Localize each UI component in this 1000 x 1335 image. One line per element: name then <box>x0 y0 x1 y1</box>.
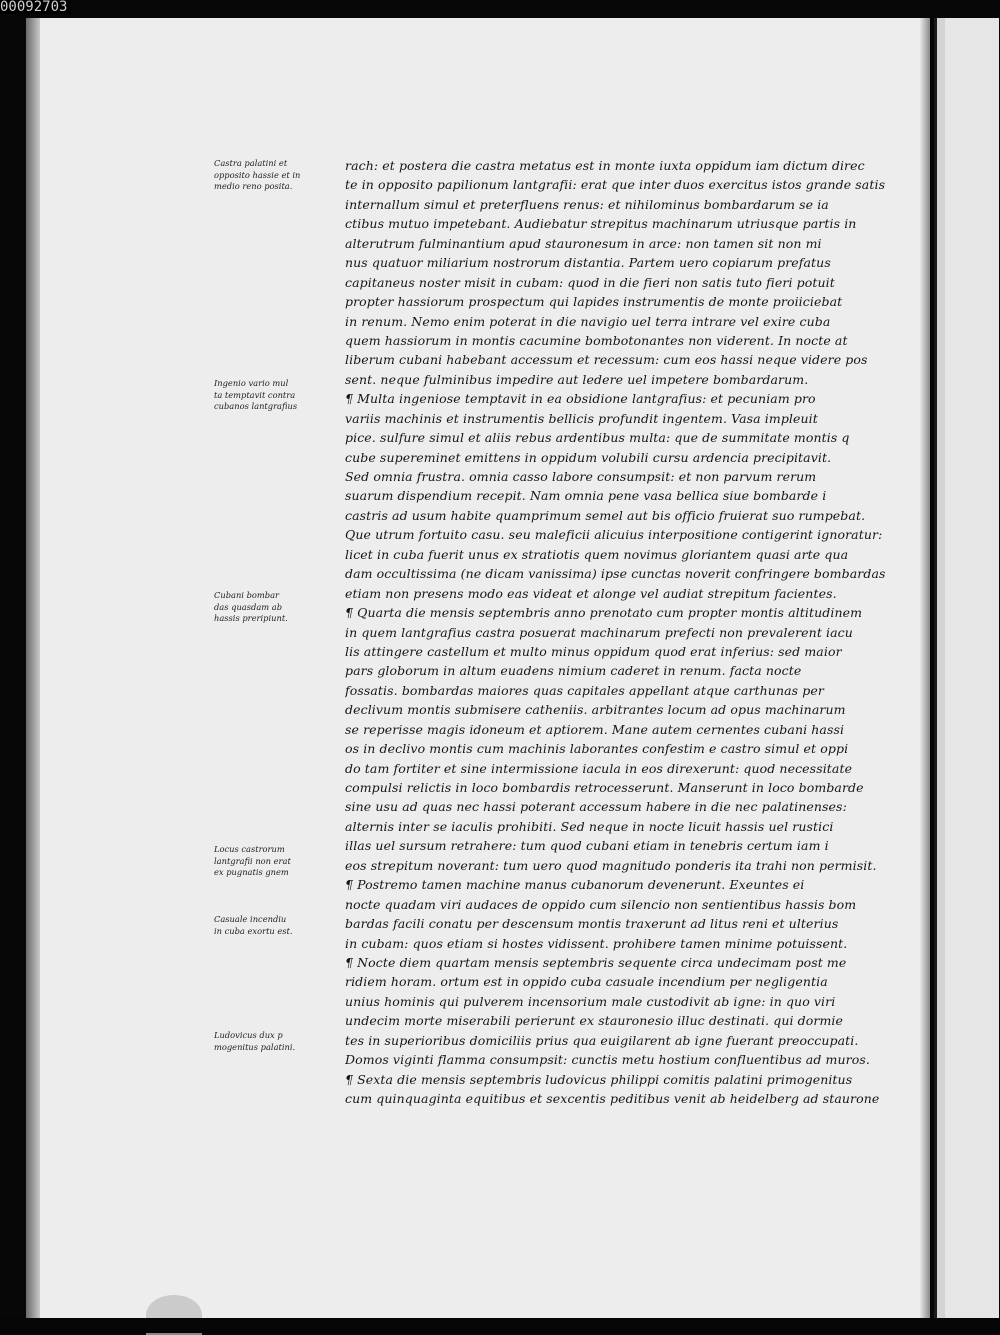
main-text-block <box>345 156 897 1108</box>
text-line: dam occultissima (ne dicam vanissima) ipse cunctas noverit confringere bombardas <box>345 566 886 582</box>
margin-note-line: ex pugnatis gnem <box>214 867 289 877</box>
text-line: ridiem horam. ortum est in oppido cuba casuale incendium per negligentia <box>345 974 828 990</box>
margin-note-line: mogenitus palatini. <box>214 1041 296 1052</box>
text-line: alterutrum fulminantium apud stauronesum in arce: non tamen sit non mi <box>345 235 822 251</box>
margin-note-cubani <box>214 590 330 625</box>
text-line: lis attingere castellum et multo minus oppidum quod erat inferius: sed maior <box>345 643 842 659</box>
text-line: cube supereminet emittens in oppidum volubili cursu ardencia precipitavit. <box>345 449 832 465</box>
text-line: nus quatuor miliarium nostrorum distantia. Partem uero copiarum prefatus <box>345 255 831 271</box>
margin-note-line: cubanos lantgrafius <box>214 401 298 411</box>
margin-note-line: lantgrafii non erat <box>214 855 291 866</box>
margin-note-castra <box>214 158 330 193</box>
page-edge-shadow <box>920 18 930 1318</box>
manuscript-page <box>26 18 930 1318</box>
text-line: Domos viginti flamma consumpsit: cunctis metu hostium confluentibus ad muros. <box>345 1052 870 1068</box>
text-line: castris ad usum habite quamprimum semel aut bis officio fruierat suo rumpebat. <box>345 507 866 523</box>
text-line: suarum dispendium recepit. Nam omnia pene vasa bellica siue bombarde i <box>345 488 827 504</box>
text-line: tes in superioribus domiciliis prius qua euigilarent ab igne fuerant preoccupati. <box>345 1032 859 1048</box>
text-line: compulsi relictis in loco bombardis retrocesserunt. Manserunt in loco bombarde <box>345 780 864 795</box>
text-line: internallum simul et preterfluens renus: et nihilominus bombardarum se ia <box>345 196 829 212</box>
text-line: alternis inter se iaculis prohibiti. Sed neque in nocte licuit hassis uel rustici <box>345 818 834 834</box>
margin-note-ludovicus <box>214 1030 330 1053</box>
text-line: pars globorum in altum euadens nimium caderet in renum. facta nocte <box>345 663 802 679</box>
text-line: pice. sulfure simul et aliis rebus ardentibus multa: que de summitate montis q <box>345 430 850 446</box>
text-line: etiam non presens modo eas videat et alonge vel audiat strepitum facientes. <box>345 585 837 601</box>
margin-note-ingenio <box>214 378 330 413</box>
text-line: in renum. Nemo enim poterat in die navigio uel terra intrare vel exire cuba <box>345 313 831 329</box>
margin-note-line: Ingenio vario mul <box>214 378 289 388</box>
text-line: licet in cuba fuerit unus ex stratiotis quem novimus gloriantem quasi arte qua <box>345 546 849 562</box>
text-line: in quem lantgrafius castra posuerat machinarum prefecti non prevalerent iacu <box>345 624 853 640</box>
text-line: te in opposito papilionum lantgrafii: erat que inter duos exercitus istos grande satis <box>345 177 886 193</box>
text-line: unius hominis qui pulverem incensorium male custodivit ab igne: in quo viri <box>345 993 836 1009</box>
text-line: cum quinquaginta equitibus et sexcentis peditibus venit ab heidelberg ad staurone <box>345 1091 880 1106</box>
text-line: in cubam: quos etiam si hostes vidissent. prohibere tamen minime potuissent. <box>345 935 848 951</box>
margin-note-line: das quasdam ab <box>214 601 283 612</box>
text-line: sent. neque fulminibus impedire aut ledere uel impetere bombardarum. <box>345 371 809 387</box>
text-line: os in declivo montis cum machinis laborantes confestim e castro simul et oppi <box>345 741 849 757</box>
margin-note-line: Cubani bombar <box>214 590 279 600</box>
text-line: declivum montis submisere catheniis. arbitrantes locum ad opus machinarum <box>345 702 846 718</box>
margin-note-line: in cuba exortu est. <box>214 925 293 936</box>
text-line: liberum cubani habebant accessum et recessum: cum eos hassi neque videre pos <box>345 352 868 368</box>
text-line: propter hassiorum prospectum qui lapides instrumentis de monte proiiciebat <box>345 294 843 310</box>
margin-note-line: medio reno posita. <box>214 181 293 191</box>
text-line: ¶ Postremo tamen machine manus cubanorum devenerunt. Exeuntes ei <box>345 877 805 893</box>
text-line: ¶ Nocte diem quartam mensis septembris sequente circa undecimam post me <box>345 954 847 970</box>
margin-note-line: hassis preripiunt. <box>214 613 288 623</box>
text-line: rach: et postera die castra metatus est in monte iuxta oppidum iam dictum direc <box>345 158 865 173</box>
margin-note-line: Castra palatini et <box>214 158 288 168</box>
text-line: eos strepitum noverant: tum uero quod magnitudo ponderis ita trahi non permisit. <box>345 857 877 873</box>
text-line: variis machinis et instrumentis bellicis profundit ingentem. Vasa impleuit <box>345 410 818 426</box>
text-line: fossatis. bombardas maiores quas capitales appellant atque carthunas per <box>345 682 824 698</box>
frame-number: 00092703 <box>0 0 71 14</box>
margin-note-casuale <box>214 914 330 937</box>
text-line: do tam fortiter et sine intermissione iacula in eos direxerunt: quod necessitate <box>345 760 853 776</box>
margin-note-line: opposito hassie et in <box>214 169 301 180</box>
text-line: nocte quadam viri audaces de oppido cum silencio non sentientibus hassis bom <box>345 896 857 912</box>
margin-note-line: Ludovicus dux p <box>214 1030 283 1040</box>
margin-note-line: Locus castrorum <box>214 844 285 854</box>
text-line: capitaneus noster misit in cubam: quod in die fieri non satis tuto fieri potuit <box>345 274 835 290</box>
facing-page-edge <box>934 18 999 1318</box>
text-line: ¶ Quarta die mensis septembris anno prenotato cum propter montis altitudinem <box>345 605 863 621</box>
text-line: sine usu ad quas nec hassi poterant accessum habere in die nec palatinenses: <box>345 799 847 815</box>
text-line: undecim morte miserabili perierunt ex stauronesio illuc destinati. qui dormie <box>345 1013 843 1029</box>
text-line: ¶ Multa ingeniose temptavit in ea obsidione lantgrafius: et pecuniam pro <box>345 391 816 407</box>
page-gutter <box>26 18 40 1318</box>
text-line: ctibus mutuo impetebant. Audiebatur strepitus machinarum utriusque partis in <box>345 216 857 232</box>
text-line: illas uel sursum retrahere: tum quod cubani etiam in tenebris certum iam i <box>345 838 829 854</box>
text-line: ¶ Sexta die mensis septembris ludovicus philippi comitis palatini primogenitus <box>345 1071 853 1087</box>
margin-note-locus <box>214 844 330 879</box>
margin-note-line: Casuale incendiu <box>214 914 287 924</box>
text-line: Que utrum fortuito casu. seu maleficii alicuius interpositione contigerint ignoratur: <box>345 527 883 543</box>
text-line: se reperisse magis idoneum et aptiorem. Mane autem cernentes cubani hassi <box>345 721 845 737</box>
text-line: Sed omnia frustra. omnia casso labore consumpsit: et non parvum rerum <box>345 469 817 484</box>
scan-background <box>0 1318 1000 1333</box>
margin-note-line: ta temptavit contra <box>214 389 296 400</box>
text-line: quem hassiorum in montis cacumine bombotonantes non viderent. In nocte at <box>345 332 848 348</box>
text-line: bardas facili conatu per descensum montis traxerunt ad litus reni et ulterius <box>345 916 839 932</box>
